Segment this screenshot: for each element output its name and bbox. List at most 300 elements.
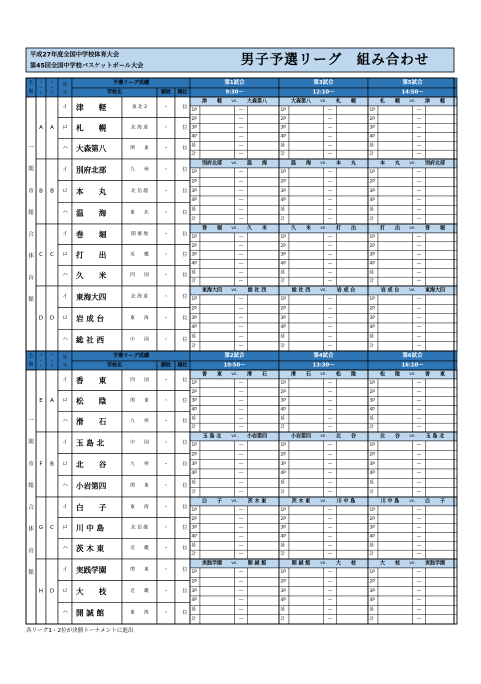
score-away-cell (248, 187, 280, 196)
score-away-cell (426, 150, 458, 159)
score-dash: ― (238, 343, 244, 349)
wins-losses-dot: ・ (163, 398, 169, 404)
league-col-label: グ (50, 91, 54, 96)
period-label: 1P (280, 570, 286, 576)
score-away-cell (426, 605, 458, 614)
period-label: 4P (191, 598, 197, 604)
team-name: 打 出 (76, 250, 107, 260)
rank-suffix: 位 (182, 483, 188, 490)
team-region: 東 海 (130, 316, 149, 321)
score-home-cell (289, 268, 324, 277)
score-home-cell (289, 469, 324, 478)
wins-losses-dot: ・ (163, 337, 169, 344)
period-label: 1P (369, 570, 375, 576)
matchup-home-team: 久 米 (290, 225, 312, 232)
score-home-cell (289, 460, 324, 469)
matchup-away-team: 大 枝 (335, 560, 357, 567)
score-dash: ― (238, 306, 244, 312)
team-symbol: ハ (62, 272, 68, 279)
court-col-label: コ (39, 352, 43, 357)
score-away-cell (337, 332, 369, 341)
score-dash: ― (327, 270, 333, 276)
score-dash: ― (238, 516, 244, 522)
team-symbol: ハ (62, 337, 68, 344)
score-dash: ― (238, 125, 244, 131)
period-label: 2P (280, 116, 286, 122)
score-dash: ― (238, 315, 244, 321)
period-label: 1P (280, 107, 286, 113)
score-home-cell (378, 577, 413, 586)
score-away-cell (248, 550, 280, 559)
score-dash: ― (327, 207, 333, 213)
period-label: 1P (280, 170, 286, 176)
team-name: 札 幌 (76, 123, 107, 133)
score-home-cell (378, 488, 413, 497)
score-dash: ― (238, 598, 244, 604)
score-home-cell (289, 177, 324, 186)
score-dash: ― (416, 125, 422, 131)
score-home-cell (378, 133, 413, 142)
period-label: 4P (191, 198, 197, 204)
period-label: 4P (280, 134, 286, 140)
rank-suffix: 位 (182, 125, 188, 131)
league-col-label: グ (50, 364, 54, 369)
venue-col-label: 会 (28, 80, 34, 86)
matchup-away-team: 開 誠 館 (247, 560, 267, 567)
rank-suffix: 位 (182, 315, 188, 322)
score-away-cell (337, 506, 369, 515)
period-label: 3P (280, 461, 286, 467)
wins-losses-dot: ・ (163, 125, 169, 131)
score-away-cell (337, 423, 369, 432)
score-dash: ― (416, 598, 422, 604)
score-home-cell (378, 541, 413, 550)
score-home-cell (200, 332, 235, 341)
team-symbol: ロ (62, 398, 68, 404)
header-event-line2: 第45回全国中学校バスケットボール大会 (30, 62, 144, 70)
matchup-home-team: 北 谷 (379, 433, 401, 440)
matchup-home-team: 滑 石 (290, 371, 312, 378)
score-dash: ― (327, 198, 333, 204)
matchup-home-team: 温 海 (290, 160, 312, 167)
rank-suffix: 位 (182, 418, 188, 425)
venue-col-label: 会 (28, 353, 34, 359)
score-away-cell (337, 260, 369, 269)
period-label: 2P (191, 116, 197, 122)
score-away-cell (248, 215, 280, 224)
matchup-home-team: 茨 木 東 (291, 498, 311, 505)
score-dash: ― (327, 407, 333, 413)
score-dash: ― (416, 143, 422, 149)
score-home-cell (200, 379, 235, 388)
team-name: 実践学園 (76, 565, 107, 575)
matchup-vs: vs. (409, 288, 416, 293)
score-away-cell (337, 277, 369, 286)
score-dash: ― (238, 398, 244, 404)
period-label: 延 (280, 334, 285, 340)
period-label: 4P (191, 134, 197, 140)
score-away-cell (426, 196, 458, 205)
game-label: 第4試合 (313, 353, 334, 359)
team-name: 大森第八 (76, 144, 107, 154)
wins-losses-dot: ・ (163, 610, 169, 617)
score-home-cell (289, 332, 324, 341)
score-dash: ― (416, 325, 422, 331)
team-region: 関 東 (130, 146, 149, 152)
score-dash: ― (238, 270, 244, 276)
score-dash: ― (416, 243, 422, 249)
league-letter: C (50, 525, 54, 531)
score-home-cell (378, 150, 413, 159)
score-home-cell (289, 596, 324, 605)
score-away-cell (337, 242, 369, 251)
matchup-away-team: 久 米 (246, 225, 268, 232)
rank-suffix: 位 (182, 272, 188, 279)
score-dash: ― (327, 125, 333, 131)
court-letter: B (39, 188, 43, 195)
score-away-cell (248, 478, 280, 487)
score-dash: ― (238, 297, 244, 303)
score-home-cell (289, 587, 324, 596)
score-home-cell (289, 541, 324, 550)
team-symbol: ロ (62, 252, 68, 258)
wins-losses-dot: ・ (163, 252, 169, 258)
rank-label: 順位 (177, 89, 188, 96)
team-region: 近 畿 (130, 589, 149, 594)
score-home-cell (289, 397, 324, 406)
matchup-away-team: 滑 石 (246, 371, 268, 378)
period-label: 計 (280, 552, 285, 558)
score-dash: ― (327, 452, 333, 458)
score-away-cell (248, 295, 280, 304)
rank-suffix: 位 (182, 210, 188, 217)
game-time: 10:50～ (223, 362, 246, 369)
score-dash: ― (238, 170, 244, 176)
score-home-cell (378, 106, 413, 115)
period-label: 1P (280, 297, 286, 303)
venue-name: 体 (28, 253, 34, 260)
wins-losses-dot: ・ (163, 188, 169, 195)
matchup-home-team: 川 中 島 (380, 498, 400, 505)
score-dash: ― (238, 480, 244, 486)
wins-losses-dot: ・ (163, 588, 169, 595)
period-label: 2P (280, 516, 286, 522)
score-home-cell (378, 251, 413, 260)
score-away-cell (337, 515, 369, 524)
score-away-cell (337, 406, 369, 415)
period-label: 3P (369, 188, 375, 194)
wins-losses-dot: ・ (163, 315, 169, 322)
score-home-cell (289, 450, 324, 459)
score-away-cell (337, 342, 369, 351)
score-dash: ― (416, 607, 422, 613)
matchup-away-team: 実践学園 (424, 560, 446, 567)
score-dash: ― (327, 461, 333, 467)
score-away-cell (426, 205, 458, 214)
score-dash: ― (327, 543, 333, 549)
score-home-cell (200, 242, 235, 251)
score-away-cell (248, 133, 280, 142)
score-away-cell (337, 605, 369, 614)
score-dash: ― (238, 616, 244, 622)
period-label: 2P (280, 306, 286, 312)
symbol-col-label: 号 (62, 362, 68, 368)
score-dash: ― (416, 525, 422, 531)
score-home-cell (289, 115, 324, 124)
score-away-cell (248, 277, 280, 286)
score-away-cell (337, 314, 369, 323)
footer-note: 各リーグ1・2位が決勝トーナメントに進出 (26, 628, 134, 634)
period-label: 2P (369, 179, 375, 185)
score-away-cell (337, 478, 369, 487)
score-away-cell (426, 488, 458, 497)
score-dash: ― (327, 516, 333, 522)
period-label: 3P (191, 398, 197, 404)
score-home-cell (200, 524, 235, 533)
score-away-cell (337, 379, 369, 388)
score-away-cell (426, 215, 458, 224)
venue-name: 一 (28, 417, 34, 424)
period-label: 3P (369, 461, 375, 467)
score-away-cell (337, 295, 369, 304)
matchup-away-team: 大森第八 (246, 98, 268, 105)
team-region: 九 州 (130, 462, 149, 467)
period-label: 3P (369, 252, 375, 258)
score-dash: ― (238, 116, 244, 122)
score-away-cell (337, 177, 369, 186)
score-home-cell (289, 605, 324, 614)
score-home-cell (289, 133, 324, 142)
score-away-cell (337, 450, 369, 459)
matchup-away-team: 川 中 島 (336, 498, 356, 505)
period-label: 1P (369, 234, 375, 240)
score-home-cell (378, 124, 413, 133)
score-away-cell (337, 550, 369, 559)
score-away-cell (426, 524, 458, 533)
score-away-cell (248, 414, 280, 423)
matchup-vs: vs. (320, 561, 327, 566)
rank-suffix: 位 (182, 525, 188, 531)
score-home-cell (378, 615, 413, 624)
score-dash: ― (416, 279, 422, 285)
period-label: 4P (191, 471, 197, 477)
score-home-cell (378, 323, 413, 332)
wins-losses-dot: ・ (163, 461, 169, 468)
court-letter: D (38, 315, 44, 322)
score-dash: ― (238, 188, 244, 194)
score-away-cell (337, 596, 369, 605)
score-home-cell (378, 168, 413, 177)
wins-losses-dot: ・ (163, 545, 169, 552)
period-label: 2P (191, 179, 197, 185)
score-home-cell (378, 379, 413, 388)
team-name: 巻 堀 (76, 229, 107, 239)
matchup-vs: vs. (231, 288, 238, 293)
score-home-cell (289, 233, 324, 242)
score-home-cell (200, 541, 235, 550)
score-dash: ― (238, 243, 244, 249)
period-label: 1P (369, 443, 375, 449)
score-dash: ― (416, 543, 422, 549)
score-away-cell (426, 441, 458, 450)
score-dash: ― (327, 443, 333, 449)
score-away-cell (337, 141, 369, 150)
matchup-home-team: 巻 堀 (201, 225, 223, 232)
period-label: 4P (369, 261, 375, 267)
period-label: 3P (369, 125, 375, 131)
team-name: 大 枝 (76, 587, 107, 596)
game-time: 12:10～ (312, 89, 335, 96)
score-home-cell (200, 441, 235, 450)
team-region: 九 州 (130, 167, 149, 173)
score-home-cell (289, 533, 324, 542)
score-away-cell (248, 106, 280, 115)
team-name: 開 誠 館 (76, 608, 105, 618)
team-symbol: ハ (62, 210, 68, 217)
score-away-cell (337, 524, 369, 533)
score-dash: ― (327, 616, 333, 622)
score-home-cell (289, 379, 324, 388)
score-away-cell (337, 414, 369, 423)
score-home-cell (200, 605, 235, 614)
score-away-cell (248, 441, 280, 450)
rank-suffix: 位 (182, 610, 188, 617)
team-name: 小岩第四 (76, 481, 107, 491)
period-label: 2P (191, 243, 197, 249)
score-away-cell (248, 242, 280, 251)
period-label: 延 (369, 607, 374, 613)
score-home-cell (378, 295, 413, 304)
period-label: 計 (280, 216, 285, 222)
period-label: 延 (191, 543, 196, 549)
score-home-cell (200, 115, 235, 124)
period-label: 1P (280, 234, 286, 240)
score-away-cell (248, 541, 280, 550)
score-away-cell (248, 450, 280, 459)
matchup-vs: vs. (320, 434, 327, 439)
score-dash: ― (416, 616, 422, 622)
period-label: 2P (280, 579, 286, 585)
score-away-cell (426, 277, 458, 286)
venue-name: 総 (28, 483, 34, 490)
matchup-vs: vs. (320, 499, 327, 504)
team-symbol: ロ (62, 125, 68, 131)
league-col-label: リ (50, 352, 54, 357)
period-label: 1P (280, 443, 286, 449)
score-home-cell (200, 150, 235, 159)
score-home-cell (200, 304, 235, 313)
team-symbol: ロ (62, 315, 68, 322)
matchup-away-team: 東海大四 (424, 287, 446, 294)
matchup-vs: vs. (231, 99, 238, 104)
league-letter: A (50, 398, 54, 404)
score-away-cell (248, 397, 280, 406)
venue-cell (26, 97, 36, 351)
matchup-home-team: 香 東 (201, 371, 223, 378)
period-label: 延 (369, 270, 374, 276)
game-label: 第2試合 (224, 353, 245, 359)
period-label: 4P (369, 325, 375, 331)
score-away-cell (426, 423, 458, 432)
rank-suffix: 位 (182, 188, 188, 195)
score-dash: ― (327, 471, 333, 477)
league-letter: D (49, 315, 55, 322)
venue-name: 市 (28, 461, 34, 468)
matchup-vs: vs. (409, 161, 416, 166)
period-label: 4P (369, 471, 375, 477)
period-label: 2P (369, 116, 375, 122)
period-label: 3P (280, 315, 286, 321)
score-home-cell (200, 268, 235, 277)
score-home-cell (289, 488, 324, 497)
score-home-cell (289, 242, 324, 251)
matchup-vs: vs. (231, 161, 238, 166)
score-home-cell (378, 441, 413, 450)
period-label: 4P (280, 598, 286, 604)
period-label: 計 (191, 343, 196, 349)
team-symbol: ロ (62, 461, 68, 468)
period-label: 2P (191, 389, 197, 395)
score-home-cell (378, 397, 413, 406)
period-label: 1P (369, 107, 375, 113)
period-label: 1P (191, 107, 197, 113)
matchup-away-team: 札 幌 (335, 98, 357, 105)
score-away-cell (248, 577, 280, 586)
score-home-cell (200, 423, 235, 432)
score-home-cell (289, 124, 324, 133)
period-label: 計 (191, 489, 196, 495)
score-home-cell (289, 215, 324, 224)
score-dash: ― (327, 143, 333, 149)
matchup-away-team: 打 出 (335, 225, 357, 232)
score-dash: ― (238, 380, 244, 386)
team-name: 津 軽 (76, 102, 107, 112)
period-label: 延 (280, 480, 285, 486)
school-name-label: 学校名 (106, 362, 123, 369)
score-dash: ― (238, 552, 244, 558)
wins-losses-dot: ・ (163, 293, 169, 300)
score-home-cell (289, 277, 324, 286)
league-col-label: ー (50, 85, 54, 90)
score-home-cell (200, 414, 235, 423)
score-dash: ― (327, 334, 333, 340)
score-away-cell (337, 115, 369, 124)
score-dash: ― (327, 480, 333, 486)
period-label: 4P (191, 407, 197, 413)
score-dash: ― (327, 579, 333, 585)
score-dash: ― (416, 134, 422, 140)
matchup-vs: vs. (409, 226, 416, 231)
score-dash: ― (416, 261, 422, 267)
score-home-cell (200, 196, 235, 205)
score-away-cell (248, 406, 280, 415)
period-label: 延 (191, 480, 196, 486)
score-home-cell (200, 568, 235, 577)
period-label: 延 (191, 143, 196, 149)
score-away-cell (248, 460, 280, 469)
score-dash: ― (327, 570, 333, 576)
period-label: 延 (191, 207, 196, 213)
period-label: 4P (280, 407, 286, 413)
period-label: 4P (280, 261, 286, 267)
period-label: 計 (280, 489, 285, 495)
venue-name: 関 (28, 439, 34, 446)
matchup-home-team: 小岩第四 (290, 433, 312, 440)
team-symbol: イ (62, 566, 68, 573)
league-col-label: リ (50, 79, 54, 84)
matchup-vs: vs. (409, 499, 416, 504)
team-name: 玉 島 北 (76, 438, 105, 448)
